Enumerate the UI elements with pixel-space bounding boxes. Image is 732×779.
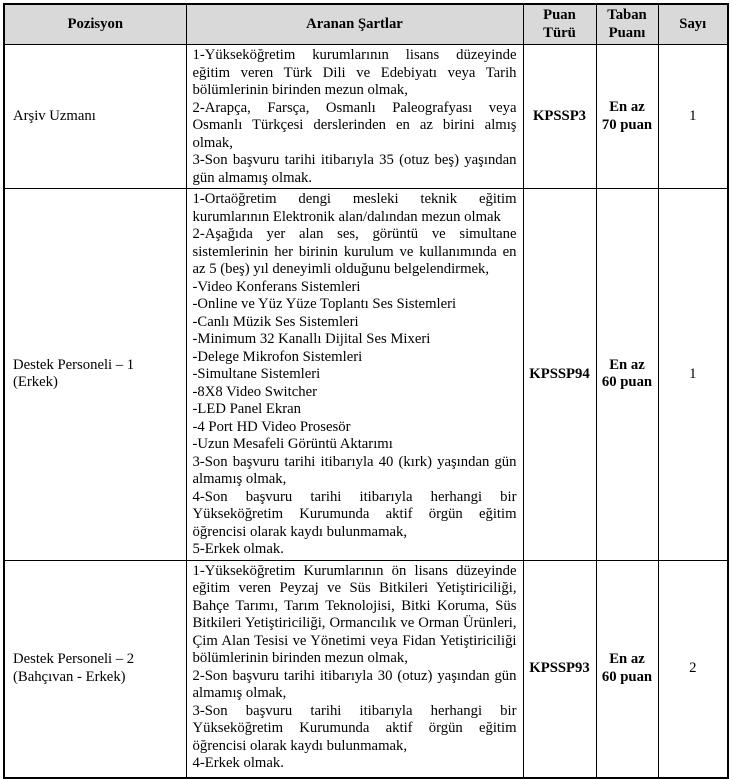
requirements-cell bbox=[186, 560, 523, 778]
score-type-cell: KPSSP93 bbox=[523, 560, 596, 778]
position-line: Destek Personeli – 2 bbox=[13, 651, 135, 668]
base-score-cell: En az 70 puan bbox=[596, 45, 658, 189]
requirement-line: 3-Son başvuru tarihi itibarıyla 35 (otuz beş) yaşından gün almamış olmak. bbox=[192, 152, 517, 186]
table-header-row bbox=[4, 4, 728, 45]
score-type-cell: KPSSP94 bbox=[523, 189, 596, 561]
header-taban-puani: Taban Puanı bbox=[596, 4, 658, 45]
count-cell: 2 bbox=[658, 560, 728, 778]
position-line: (Bahçıvan - Erkek) bbox=[13, 668, 126, 685]
header-puan-turu: Puan Türü bbox=[523, 4, 596, 45]
position-cell bbox=[4, 189, 186, 561]
position-cell bbox=[4, 45, 186, 189]
requirement-line: 5-Erkek olmak. bbox=[192, 541, 284, 557]
count-cell: 1 bbox=[658, 189, 728, 561]
position-line: Destek Personeli – 1 bbox=[13, 356, 135, 373]
requirement-line: -8X8 Video Switcher bbox=[192, 383, 317, 400]
count-cell: 1 bbox=[658, 45, 728, 189]
requirement-line: -Simultane Sistemleri bbox=[192, 366, 321, 382]
base-score-cell: En az 60 puan bbox=[596, 560, 658, 778]
requirement-line: -LED Panel Ekran bbox=[192, 401, 301, 417]
requirement-line: -Video Konferans Sistemleri bbox=[192, 278, 361, 295]
requirement-line: 2-Son başvuru tarihi itibarıyla 30 (otuz) yaşından gün almamış olmak, bbox=[192, 667, 517, 701]
requirement-line: 3-Son başvuru tarihi itibarıyla herhangi bir Yükseköğretim Kurumunda aktif örgün eğitim öğrencisi olarak kaydı bulunmamak, bbox=[192, 702, 517, 754]
requirement-line: 2-Arapça, Farsça, Osmanlı Paleografyası veya Osmanlı Türkçesi derslerinden en az birini almış olmak, bbox=[192, 99, 517, 151]
position-line: Arşiv Uzmanı bbox=[13, 107, 96, 124]
requirement-line: -Canlı Müzik Ses Sistemleri bbox=[192, 313, 359, 330]
requirement-line: 1-Yükseköğretim Kurumlarının ön lisans düzeyinde eğitim veren Peyzaj ve Süs Bitkileri Yetiştiriciliği, Bahçe Tarımı, Tarım Teknolojisi, Bitki Koruma, Süs Bitkileri Yetiştiriciliği, Ormancılık ve Orman Ürünleri, Çim Alan Tesisi ve Yönetimi veya Fidan Yetiştiriciliği bölümlerinin birinden mezun olmak, bbox=[192, 562, 517, 666]
header-pozisyon: Pozisyon bbox=[4, 4, 186, 45]
score-type-cell: KPSSP3 bbox=[523, 45, 596, 189]
requirement-line: -Delege Mikrofon Sistemleri bbox=[192, 348, 363, 365]
header-aranan-sartlar: Aranan Şartlar bbox=[186, 4, 523, 45]
requirement-line: -Uzun Mesafeli Görüntü Aktarımı bbox=[192, 436, 393, 452]
requirement-line: 4-Erkek olmak. bbox=[192, 755, 284, 771]
requirement-line: 1-Ortaöğretim dengi mesleki teknik eğitim kurumlarının Elektronik alan/dalından mezun olmak bbox=[192, 191, 517, 225]
base-score-cell: En az 60 puan bbox=[596, 189, 658, 561]
requirements-cell bbox=[186, 45, 523, 189]
header-sayi: Sayı bbox=[658, 4, 728, 45]
requirement-line: 2-Aşağıda yer alan ses, görüntü ve simultane sistemlerinin her birinin kurulum ve kullanımında en az 5 (beş) yıl deneyimli olduğunu belgelendirmek, bbox=[192, 226, 517, 277]
requirement-line: 1-Yükseköğretim kurumlarının lisans düzeyinde eğitim veren Türk Dili ve Edebiyatı veya Tarih bölümlerinin birinden mezun olmak, bbox=[192, 47, 517, 98]
requirement-line: -4 Port HD Video Prosesör bbox=[192, 418, 351, 435]
table-row bbox=[4, 189, 728, 561]
table-row bbox=[4, 560, 728, 778]
requirement-line: -Online ve Yüz Yüze Toplantı Ses Sistemleri bbox=[192, 296, 457, 312]
requirement-line: -Minimum 32 Kanallı Dijital Ses Mixeri bbox=[192, 331, 431, 347]
requirement-line: 4-Son başvuru tarihi itibarıyla herhangi bir Yükseköğretim Kurumunda aktif örgün eğitim öğrencisi olarak kaydı bulunmamak, bbox=[192, 488, 517, 540]
requirement-line: 3-Son başvuru tarihi itibarıyla 40 (kırk) yaşından gün almamış olmak, bbox=[192, 453, 517, 487]
requirements-cell bbox=[186, 189, 523, 561]
position-line: (Erkek) bbox=[13, 374, 58, 391]
table-row bbox=[4, 45, 728, 189]
position-cell bbox=[4, 560, 186, 778]
job-positions-table bbox=[3, 3, 729, 779]
